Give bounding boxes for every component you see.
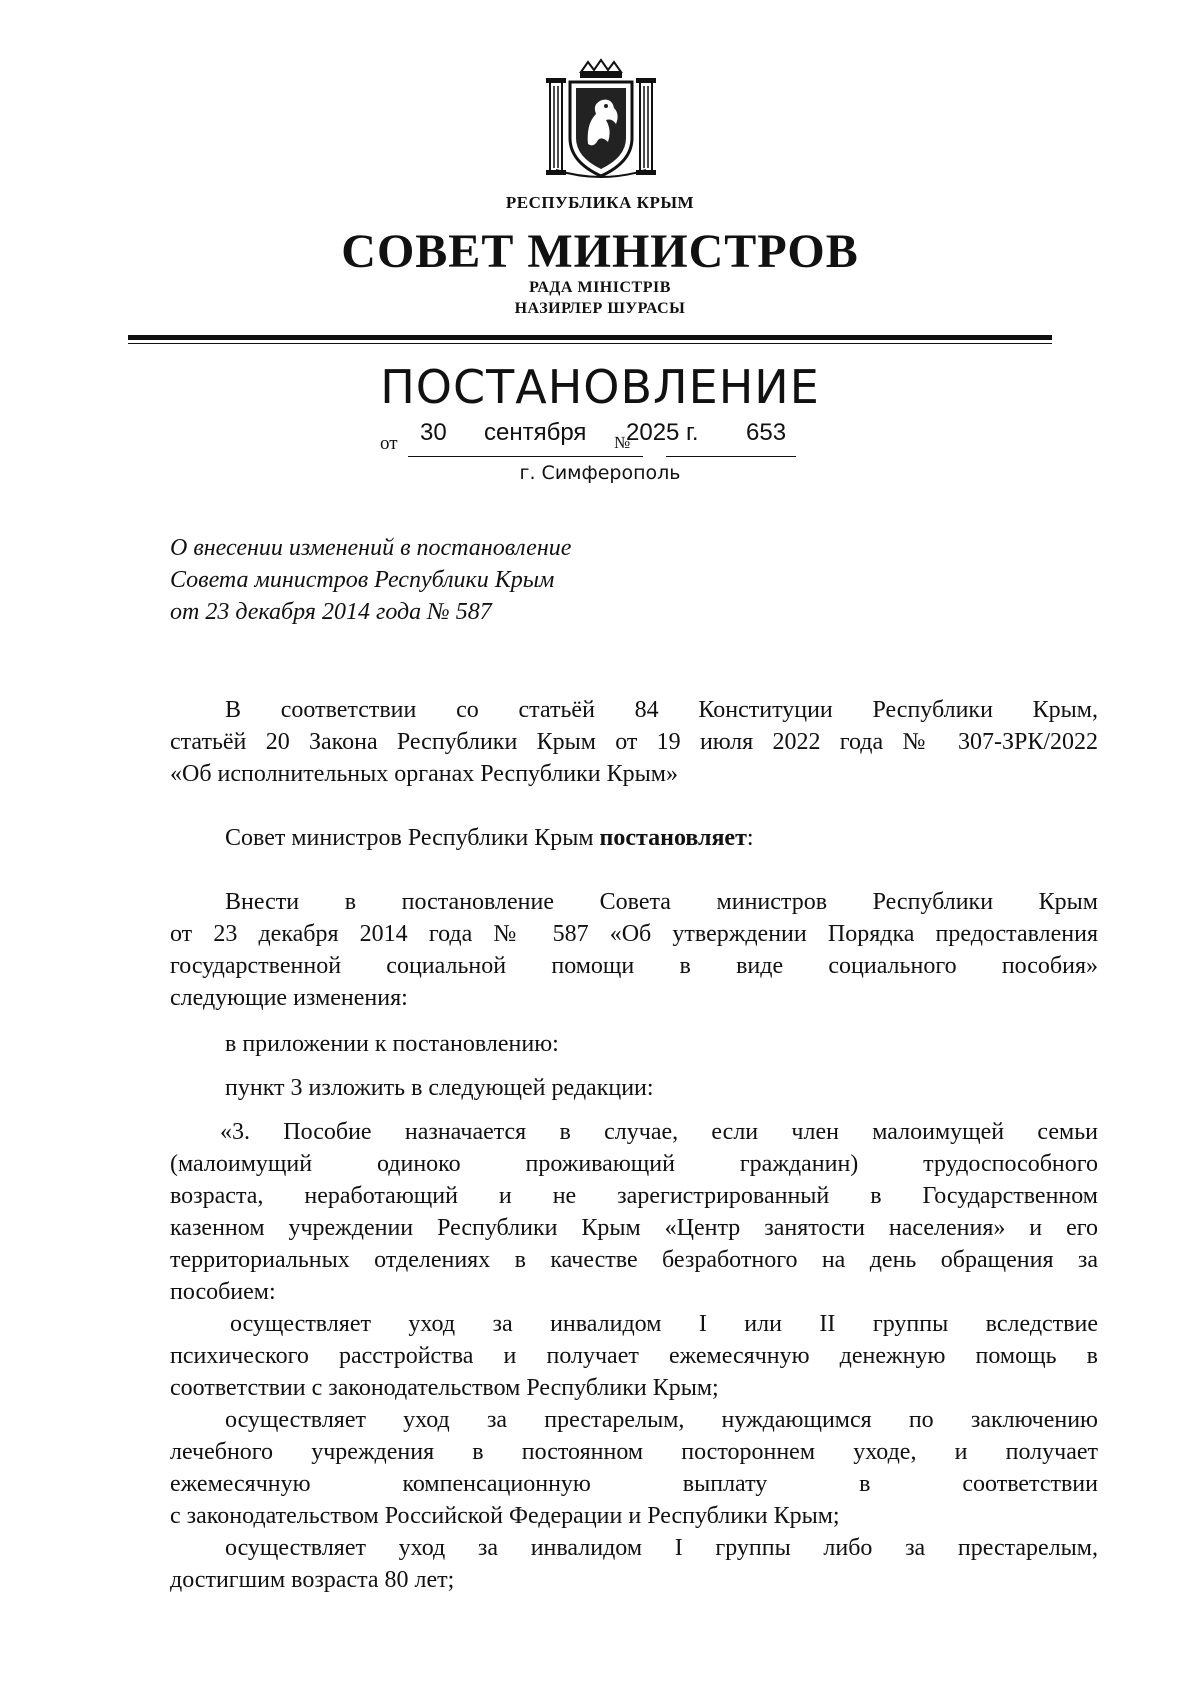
paragraph-line: государственной социальной помощи в виде социального пособия» <box>170 953 1098 979</box>
paragraph-clause <box>170 1072 1098 1104</box>
decree-city: г. Симферополь <box>519 462 681 484</box>
paragraph-line: достигшим возраста 80 лет; <box>170 1567 455 1593</box>
paragraph-line: пункт 3 изложить в следующей редакции: <box>225 1075 654 1101</box>
decree-number: 653 <box>746 419 787 446</box>
header-divider-thin <box>128 343 1052 344</box>
decree-subject <box>170 532 870 628</box>
paragraph-line: соответствии с законодательством Республики Крым; <box>170 1375 719 1401</box>
paragraph-line: осуществляет уход за инвалидом I группы либо за престарелым, <box>225 1535 1098 1561</box>
coat-of-arms-emblem <box>536 58 666 182</box>
date-underline <box>408 456 643 457</box>
paragraph-line: ежемесячную компенсационную выплату в соответствии <box>170 1471 1098 1497</box>
paragraph-line: казенном учреждении Республики Крым «Центр занятости населения» и его <box>170 1215 1098 1241</box>
subject-line: Совета министров Республики Крым <box>170 567 555 593</box>
date-prefix: от <box>380 433 398 454</box>
decree-year: 2025 г. <box>626 419 699 446</box>
resolves-text: Совет министров Республики Крым <box>225 825 600 851</box>
council-name-crimean-tatar: НАЗИРЛЕР ШУРАСЫ <box>514 300 686 317</box>
paragraph-line: статьёй 20 Закона Республики Крым от 19 июля 2022 года № 307-ЗРК/2022 <box>170 729 1098 755</box>
resolves-colon: : <box>746 825 754 851</box>
paragraph-line: психического расстройства и получает ежемесячную денежную помощь в <box>170 1343 1098 1369</box>
paragraph-line: осуществляет уход за престарелым, нуждающимся по заключению <box>225 1407 1098 1433</box>
paragraph-condition-1 <box>170 1308 1098 1404</box>
paragraph-legal-basis <box>170 694 1098 790</box>
council-name: СОВЕТ МИНИСТРОВ <box>341 225 859 278</box>
republic-name: РЕСПУБЛИКА КРЫМ <box>505 193 695 212</box>
decree-title: ПОСТАНОВЛЕНИЕ <box>380 360 820 414</box>
paragraph-line: осуществляет уход за инвалидом I или II группы вследствие <box>230 1311 1098 1337</box>
decree-date-line <box>380 419 800 459</box>
paragraph-line: в приложении к постановлению: <box>225 1031 559 1057</box>
paragraph-amend <box>170 886 1098 1014</box>
paragraph-resolves <box>170 822 1098 854</box>
paragraph-line: В соответствии со статьёй 84 Конституции Республики Крым, <box>225 697 1098 723</box>
paragraph-line: с законодательством Российской Федерации и Республики Крым; <box>170 1503 840 1529</box>
paragraph-line: территориальных отделениях в качестве безработного на день обращения за <box>170 1247 1098 1273</box>
paragraph-line: «3. Пособие назначается в случае, если член малоимущей семьи <box>220 1119 1098 1145</box>
paragraph-condition-2 <box>170 1404 1098 1532</box>
paragraph-line: пособием: <box>170 1279 276 1305</box>
decree-day: 30 <box>420 419 447 446</box>
header-divider-thick <box>128 335 1052 340</box>
number-underline <box>666 456 796 457</box>
decree-month: сентября <box>484 419 587 446</box>
paragraph-line: от 23 декабря 2014 года № 587 «Об утверждении Порядка предоставления <box>170 921 1098 947</box>
paragraph-clause-3 <box>170 1116 1098 1308</box>
council-name-ukrainian: РАДА МІНІСТРІВ <box>529 279 671 296</box>
paragraph-line: лечебного учреждения в постоянном постороннем уходе, и получает <box>170 1439 1098 1465</box>
paragraph-line <box>170 822 1098 854</box>
paragraph-line: (малоимущий одиноко проживающий гражданин) трудоспособного <box>170 1151 1098 1177</box>
paragraph-line: возраста, неработающий и не зарегистрированный в Государственном <box>170 1183 1098 1209</box>
paragraph-condition-3 <box>170 1532 1098 1596</box>
number-sign: № <box>614 433 631 452</box>
subject-line: от 23 декабря 2014 года № 587 <box>170 599 492 625</box>
paragraph-line: «Об исполнительных органах Республики Крым» <box>170 761 678 787</box>
paragraph-line: следующие изменения: <box>170 985 408 1011</box>
paragraph-line: Внести в постановление Совета министров Республики Крым <box>225 889 1098 915</box>
paragraph-annex <box>170 1028 1098 1060</box>
subject-line: О внесении изменений в постановление <box>170 535 572 561</box>
resolves-keyword: постановляет <box>599 825 747 851</box>
